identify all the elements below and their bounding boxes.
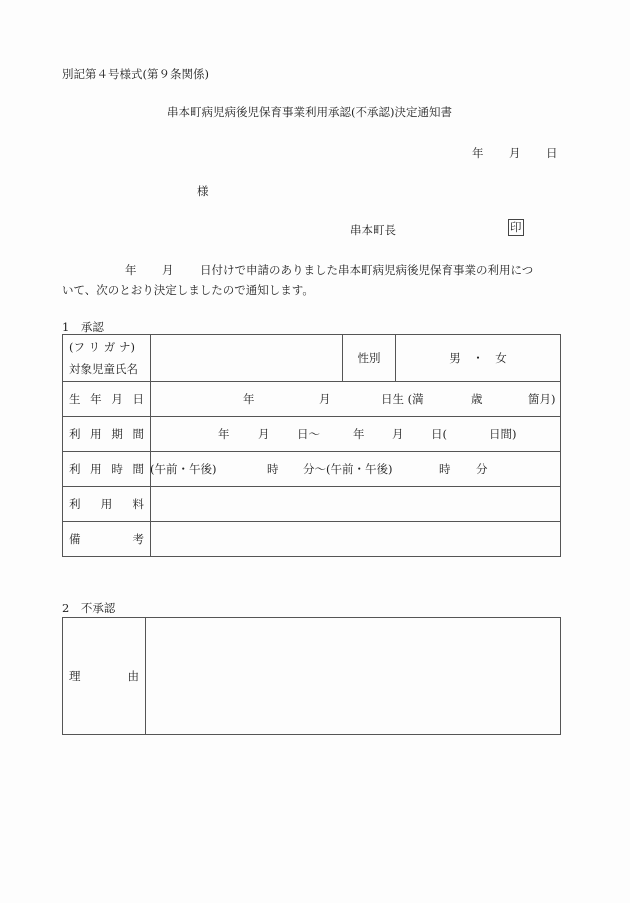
document-title: 串本町病児病後児保育事業利用承認(不承認)決定通知書 [167,105,452,119]
period-field[interactable] [151,417,561,452]
label-char: 期 [111,427,123,441]
label-char: 月 [111,392,123,406]
gender-options[interactable]: 男 ・ 女 [396,335,561,382]
row-birthdate [63,382,561,417]
row-time [63,452,561,487]
furigana-label: (フ リ ガ ナ) [69,340,135,354]
label-char: 用 [90,427,102,441]
birthdate-label [63,382,151,417]
reason-label [63,618,146,735]
fee-field[interactable] [151,487,561,522]
fee-label [63,487,151,522]
label-char: 間 [132,462,144,476]
date-month: 月 [509,146,521,160]
period-label [63,417,151,452]
row-reason [63,618,561,735]
period-end-day: 日( [431,427,447,441]
body-month: 月 [162,263,174,277]
time-end-minute: 分 [476,462,488,476]
label-char: 料 [132,497,144,511]
child-name-field[interactable] [151,335,343,382]
time-label [63,452,151,487]
seal-mark [508,219,524,236]
row-child-name [63,335,561,382]
section2-heading: 2 不承認 [62,601,116,615]
period-days: 日間) [489,427,517,441]
age-months: 箇月) [528,392,556,406]
row-note [63,522,561,557]
time-start-ampm: (午前・午後) [150,462,217,476]
period-end-year: 年 [353,427,365,441]
birthdate-field[interactable] [151,382,561,417]
birth-year: 年 [243,392,255,406]
body-line1: 日付けで申請のありました串本町病児病後児保育事業の利用につ [200,263,534,277]
date-year: 年 [472,146,484,160]
label-char: 日 [132,392,144,406]
label-char: 由 [127,669,139,683]
label-char: 利 [69,462,81,476]
time-end-hour: 時 [439,462,451,476]
label-char: 備 [69,532,81,546]
time-start-minute: 分～(午前・午後) [303,462,393,476]
recipient-suffix: 様 [197,184,209,198]
form-reference: 別記第４号様式(第９条関係) [62,67,209,81]
body-line2: いて、次のとおり決定しましたので通知します。 [62,283,314,297]
rejection-table [62,617,561,735]
label-char: 時 [111,462,123,476]
time-start-hour: 時 [267,462,279,476]
label-char: 理 [69,669,81,683]
period-start-year: 年 [218,427,230,441]
label-char: 用 [90,462,102,476]
label-char: 年 [90,392,102,406]
age-years: 歳 [471,392,483,406]
body-year: 年 [125,263,137,277]
approval-table [62,334,561,557]
label-char: 利 [69,427,81,441]
birth-month: 月 [319,392,331,406]
label-char: 考 [132,532,144,546]
seal-icon: 印 [510,220,522,234]
date-day: 日 [546,146,558,160]
note-label [63,522,151,557]
section1-heading: 1 承認 [62,320,104,334]
label-char: 利 [69,497,81,511]
issuer-name: 串本町長 [350,223,396,237]
child-name-label-text: 対象児童氏名 [69,362,138,376]
row-fee [63,487,561,522]
label-char: 生 [69,392,81,406]
period-start-month: 月 [258,427,270,441]
birth-day: 日生 (満 [381,392,424,406]
time-field[interactable] [151,452,561,487]
note-field[interactable] [151,522,561,557]
child-name-label [63,335,151,382]
period-end-month: 月 [392,427,404,441]
label-char: 用 [100,497,113,511]
reason-field[interactable] [146,618,561,735]
row-period [63,417,561,452]
gender-label: 性別 [343,335,396,382]
period-start-day: 日～ [297,427,320,441]
label-char: 間 [132,427,144,441]
